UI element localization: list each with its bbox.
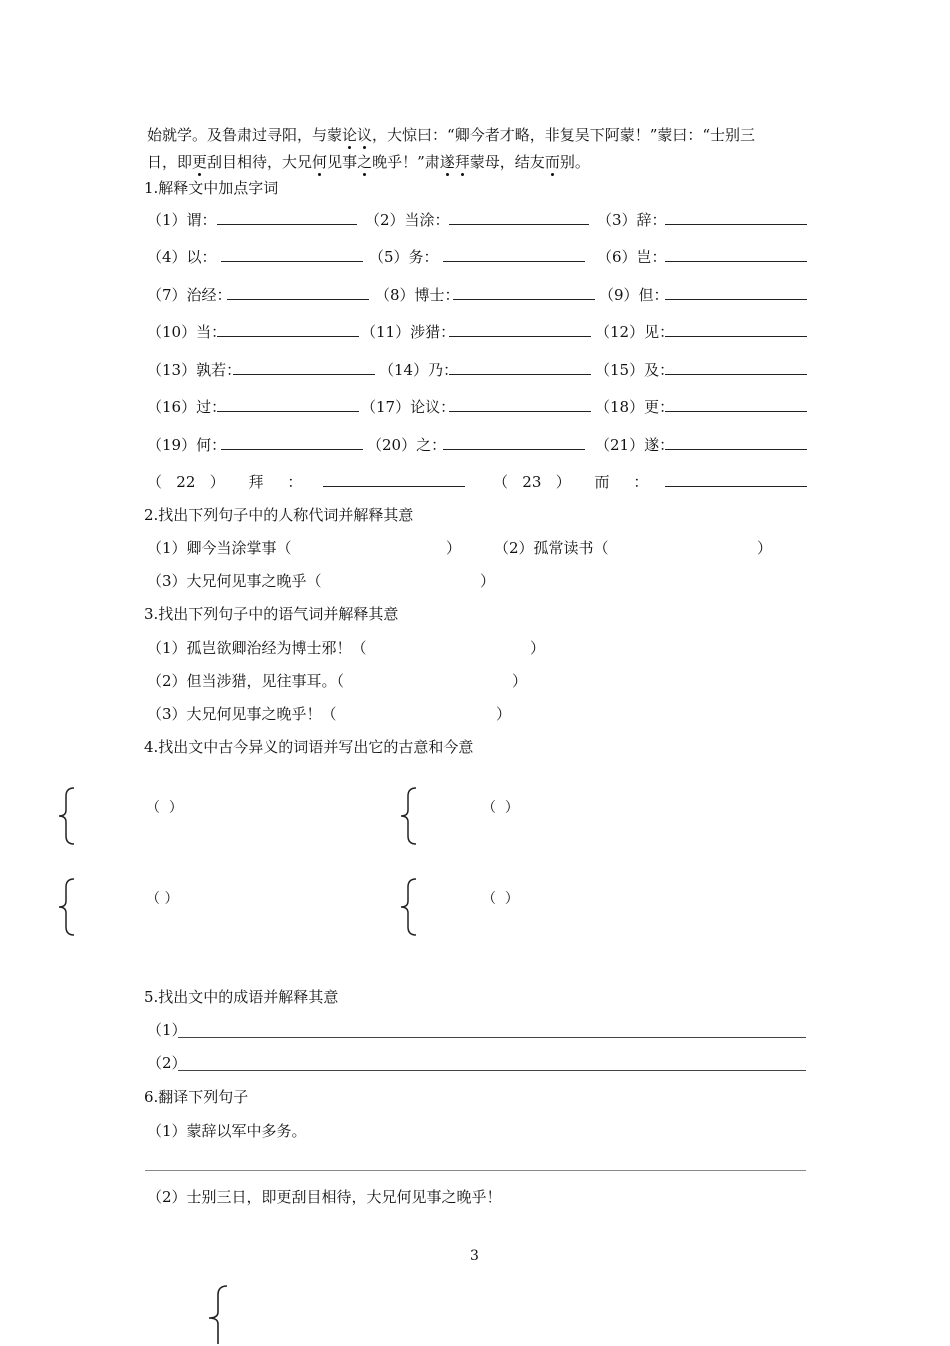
dotted-char: 议 <box>357 126 373 144</box>
answer-blank[interactable] <box>665 322 807 337</box>
q1-item-label: （1）谓： <box>147 211 217 229</box>
q1-item-label: （21）遂： <box>595 436 675 454</box>
dotted-char: 遂 <box>439 153 455 171</box>
q1-row-2 <box>147 247 807 267</box>
q4-paren-group[interactable]: （ ） <box>482 891 519 907</box>
q4-paren-group[interactable]: （ ） <box>482 800 519 816</box>
answer-blank[interactable] <box>221 435 363 450</box>
passage-text: 始就学。及鲁肃过寻阳，与蒙 <box>147 126 343 144</box>
answer-blank[interactable] <box>227 285 369 300</box>
left-brace-icon <box>398 786 420 846</box>
q1-item-label: （16）过： <box>147 398 227 416</box>
question-2-title: 2.找出下列句子中的人称代词并解释其意 <box>144 506 414 524</box>
answer-blank[interactable] <box>665 285 807 300</box>
answer-blank[interactable] <box>323 472 465 487</box>
left-brace-icon <box>56 786 78 846</box>
dotted-char: 而 <box>544 153 560 171</box>
q1-item-label: （9）但： <box>599 286 669 304</box>
question-4-title: 4.找出文中古今异义的词语并写出它的古意和今意 <box>144 738 474 756</box>
q1-row-3 <box>147 285 807 305</box>
passage-text: 别。 <box>559 153 590 171</box>
q1-item-label: （19）何： <box>147 436 227 454</box>
dotted-char: 拜 <box>454 153 470 171</box>
dotted-char: 更 <box>192 153 208 171</box>
left-brace-icon <box>205 1284 231 1346</box>
answer-blank[interactable] <box>665 435 807 450</box>
q2-paren-close: ） <box>480 572 496 590</box>
answer-blank[interactable] <box>665 247 807 262</box>
q2-paren-close: ） <box>757 539 773 557</box>
answer-blank[interactable] <box>449 397 591 412</box>
q2-item-3: （3）大兄何见事之晚乎（ <box>147 572 322 590</box>
q6-item-1: （1）蒙辞以军中多务。 <box>147 1122 307 1140</box>
answer-blank[interactable] <box>233 360 375 375</box>
question-1-title: 1.解释文中加点字词 <box>144 179 279 197</box>
q3-item-3: （3）大兄何见事之晚乎！（ <box>147 705 337 723</box>
q1-item-label: （ 22 ） 拜 ： <box>147 473 303 491</box>
q1-item-label: （8）博士： <box>375 286 460 304</box>
q1-item-label: （14）乃： <box>379 361 459 379</box>
dotted-char: 论 <box>342 126 358 144</box>
q1-row-5 <box>147 360 807 380</box>
q2-item-1: （1）卿今当涂掌事（ <box>147 539 292 557</box>
answer-blank[interactable] <box>449 210 589 225</box>
q5-item-1: （1） <box>147 1021 187 1039</box>
q1-item-label: （6）岂： <box>597 248 667 266</box>
passage-text: 日，即 <box>147 153 193 171</box>
q1-item-label: （17）论议： <box>361 398 456 416</box>
answer-blank[interactable] <box>217 322 359 337</box>
q4-paren-group[interactable]: （ ） <box>146 891 179 907</box>
passage-line-1 <box>147 125 755 145</box>
q1-item-label: （15）及： <box>595 361 675 379</box>
q3-paren-close: ） <box>512 672 528 690</box>
answer-line[interactable] <box>178 1070 806 1071</box>
dotted-char: 之 <box>357 153 373 171</box>
answer-line[interactable] <box>178 1037 806 1038</box>
answer-blank[interactable] <box>453 285 595 300</box>
q5-item-2: （2） <box>147 1054 187 1072</box>
question-5-title: 5.找出文中的成语并解释其意 <box>144 988 339 1006</box>
q2-item-2: （2）孤常读书（ <box>494 539 609 557</box>
q1-item-label: （11）涉猎： <box>361 323 456 341</box>
answer-blank[interactable] <box>449 322 591 337</box>
q1-item-label: （20）之： <box>367 436 447 454</box>
question-3-title: 3.找出下列句子中的语气词并解释其意 <box>144 605 399 623</box>
q1-row-7 <box>147 435 807 455</box>
left-brace-icon <box>56 877 78 937</box>
passage-text: ，大惊曰：“卿今者才略，非复吴下阿蒙！”蒙曰：“士别三 <box>372 126 756 144</box>
question-6-title: 6.翻译下列句子 <box>144 1088 249 1106</box>
q1-item-label: （7）治经： <box>147 286 232 304</box>
left-brace-icon <box>398 877 420 937</box>
q3-paren-close: ） <box>496 705 512 723</box>
passage-text: 见事 <box>327 153 358 171</box>
passage-text: 刮目相待，大兄 <box>207 153 313 171</box>
answer-blank[interactable] <box>665 360 807 375</box>
q3-paren-close: ） <box>530 639 546 657</box>
q1-item-label: （12）见： <box>595 323 675 341</box>
passage-text: 晚乎！”肃 <box>372 153 440 171</box>
q1-item-label: （10）当： <box>147 323 227 341</box>
dotted-char: 何 <box>312 153 328 171</box>
q1-item-label: （ 23 ） 而 ： <box>493 473 649 491</box>
q1-row-8 <box>147 472 807 492</box>
answer-blank[interactable] <box>217 397 359 412</box>
passage-line-2 <box>147 152 590 172</box>
q1-row-4 <box>147 322 807 342</box>
q1-item-label: （4）以： <box>147 248 217 266</box>
q3-item-1: （1）孤岂欲卿治经为博士邪！（ <box>147 639 367 657</box>
q3-item-2: （2）但当涉猎，见往事耳。（ <box>147 672 345 690</box>
answer-blank[interactable] <box>665 397 807 412</box>
q1-item-label: （5）务： <box>369 248 439 266</box>
q1-item-label: （18）更： <box>595 398 675 416</box>
q1-item-label: （2）当涂： <box>365 211 450 229</box>
answer-blank[interactable] <box>449 360 591 375</box>
q2-paren-close: ） <box>446 539 462 557</box>
q1-row-1 <box>147 210 807 230</box>
answer-line[interactable] <box>145 1170 806 1171</box>
page-number: 3 <box>470 1248 479 1264</box>
answer-blank[interactable] <box>665 472 807 487</box>
q1-row-6 <box>147 397 807 417</box>
answer-blank[interactable] <box>443 435 585 450</box>
q4-paren-group[interactable]: （ ） <box>146 800 183 816</box>
answer-blank[interactable] <box>443 247 585 262</box>
answer-blank[interactable] <box>217 210 357 225</box>
answer-blank[interactable] <box>221 247 363 262</box>
q6-item-2: （2）士别三日，即更刮目相待，大兄何见事之晚乎！ <box>147 1188 502 1206</box>
answer-blank[interactable] <box>665 210 807 225</box>
q1-item-label: （13）孰若： <box>147 361 242 379</box>
passage-text: 蒙母，结友 <box>469 153 545 171</box>
q1-item-label: （3）辞： <box>597 211 667 229</box>
